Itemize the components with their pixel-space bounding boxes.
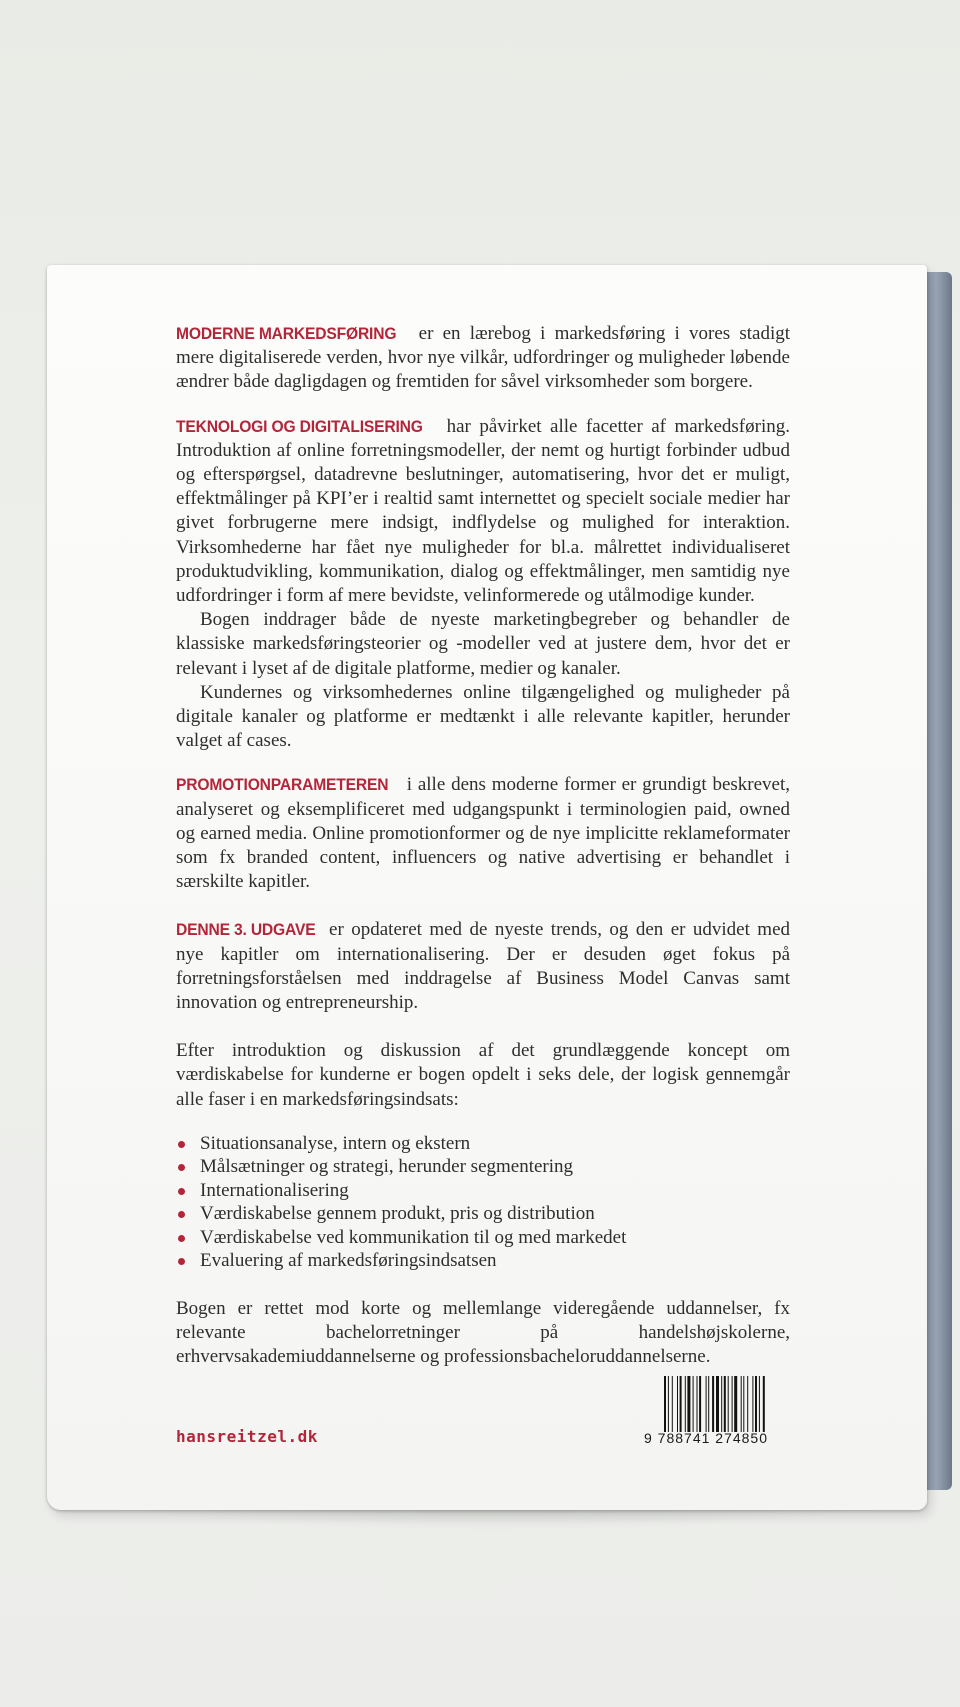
list-item: Evaluering af markedsføringsindsatsen: [176, 1249, 790, 1273]
barcode-icon: [664, 1376, 790, 1432]
bullet-icon: [178, 1211, 185, 1218]
audience-paragraph: Bogen er rettet mod korte og mellemlange videregående uddannelser, fx relevante bachelorretninger på handelshøjskolerne, erhvervsakademiuddannelserne og professionsbacheloruddannelserne.: [176, 1297, 790, 1368]
kicker-promotion: PROMOTIONPARAMETEREN: [176, 775, 389, 795]
isbn-number: 9 788741 274850: [644, 1430, 768, 1446]
online-paragraph: Kundernes og virksomhedernes online tilgængelighed og muligheder på digitale kanaler og platforme er medtænkt i alle relevante kapitler, herunder valget af cases.: [176, 681, 790, 752]
list-item: Internationalisering: [176, 1179, 790, 1203]
kicker-edition: DENNE 3. UDGAVE: [176, 920, 316, 940]
theory-paragraph: Bogen inddrager både de nyeste marketingbegreber og behandler de klassiske markedsføringsteorier og -modeller ved at justere dem, hvor det er relevant i lyset af de digitale platforme, medier og kanaler.: [176, 609, 790, 679]
bullet-icon: [178, 1235, 185, 1242]
parts-list: [176, 1132, 790, 1273]
list-item: Målsætninger og strategi, herunder segmentering: [176, 1155, 790, 1179]
bullet-icon: [178, 1258, 185, 1265]
bullet-icon: [178, 1141, 185, 1148]
structure-paragraph: Efter introduktion og diskussion af det grundlæggende koncept om værdiskabelse for kunderne er bogen opdelt i seks dele, der logisk gennemgår alle faser i en markedsføringsindsats:: [176, 1040, 790, 1110]
publisher-website: hansreitzel.dk: [176, 1427, 318, 1446]
kicker-teknologi: TEKNOLOGI OG DIGITALISERING: [176, 416, 423, 436]
promotion-paragraph: PROMOTIONPARAMETEREN i alle dens moderne former er grundigt beskrevet, analyseret og eksemplificeret med udgangspunkt i terminologien paid, owned og earned media. Online promotionformer og de nye implicitte reklameformater som fx branded content, influencers og native advertising er behandlet i særskilte kapitler.: [176, 774, 790, 893]
edition-paragraph: DENNE 3. UDGAVE er opdateret med de nyeste trends, og den er udvidet med nye kapitler om internationalisering. Der er desuden øget fokus på forretningsforståelsen med inddragelse af Business Model Canvas samt innovation og entrepreneurship.: [176, 919, 791, 1014]
intro-paragraph: MODERNE MARKEDSFØRING er en lærebog i markedsføring i vores stadigt mere digitaliserede verden, hvor nye vilkår, udfordringer og muligheder løbende ændrer både dagligdagen og fremtiden for såvel virksomheder som borgere.: [176, 323, 790, 393]
list-item: Situationsanalyse, intern og ekstern: [176, 1132, 790, 1156]
technology-paragraph: TEKNOLOGI OG DIGITALISERING har påvirket alle facetter af markedsføring. Introduktion af online forretningsmodeller, der nemt og hurtigt forbinder udbud og efterspørgsel, datadrevne beslutninger, automatisering, hvor det er muligt, effektmålinger på KPI’er i realtid samt internettet og specielt sociale medier har givet forbrugerne mere indsigt, indflydelse og mulighed for interaktion. Virksomhederne har fået nye muligheder for bl.a. målrettet individualiseret produktudvikling, kommunikation, dialog og effektmålinger, men samtidig nye udfordringer i form af mere bevidste, velinformerede og utålmodige kunder.: [176, 415, 790, 607]
list-item: Værdiskabelse ved kommunikation til og med markedet: [176, 1226, 790, 1250]
list-item: Værdiskabelse gennem produkt, pris og distribution: [176, 1202, 790, 1226]
kicker-moderne-markedsforing: MODERNE MARKEDSFØRING: [176, 324, 397, 343]
bullet-icon: [178, 1164, 185, 1171]
blurb-text: [176, 322, 790, 1370]
bullet-icon: [178, 1188, 185, 1195]
isbn-barcode: [644, 1372, 794, 1452]
